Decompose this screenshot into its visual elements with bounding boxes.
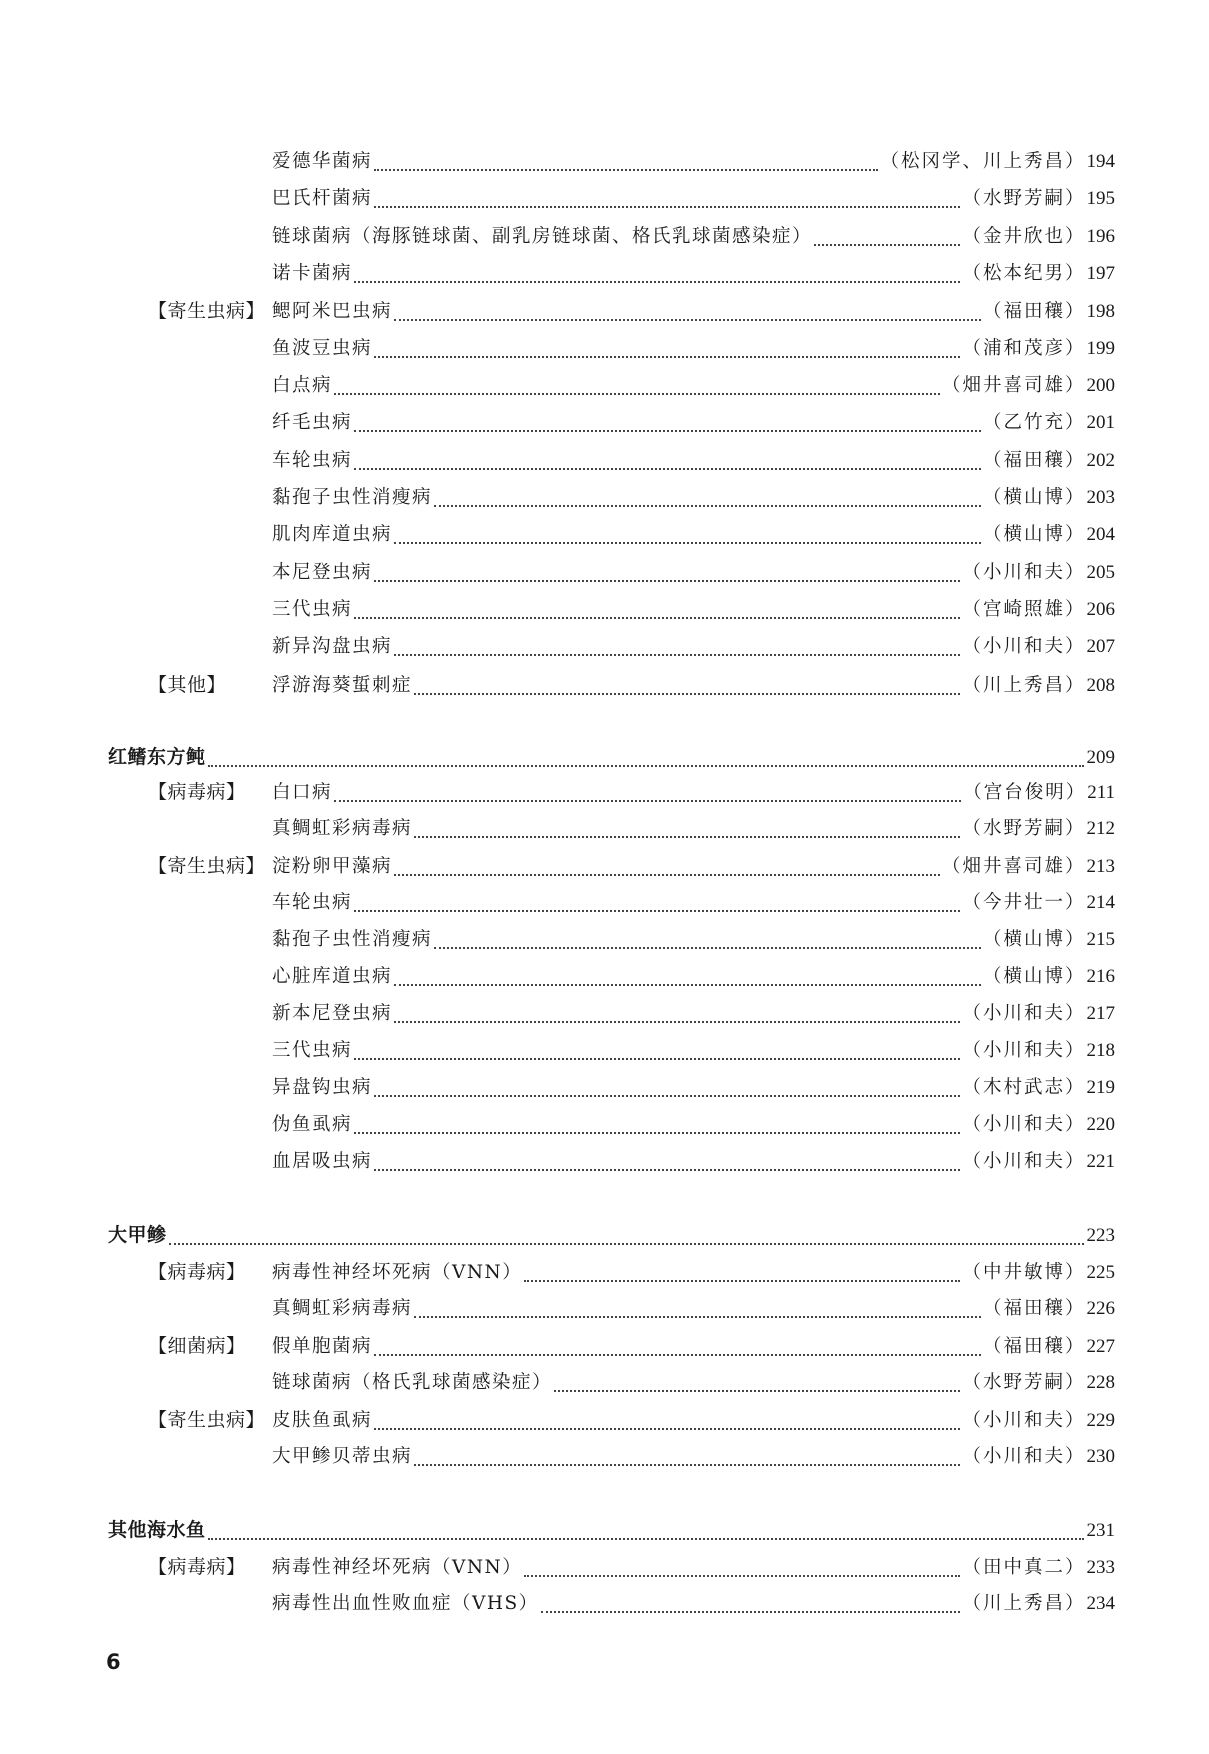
toc-entry-title: 纤毛虫病 [272, 412, 353, 433]
toc-category: 【细菌病】 [148, 1335, 246, 1357]
toc-page-number: 194 [1086, 151, 1115, 172]
toc-entry[interactable] [148, 1370, 1115, 1396]
toc-entry-title: 本尼登虫病 [272, 562, 373, 583]
toc-section-heading[interactable] [108, 744, 1115, 771]
toc-entry-title: 爱德华菌病 [272, 151, 373, 172]
toc-entry-title: 肌肉库道虫病 [272, 524, 393, 545]
toc-category: 【寄生虫病】 [148, 300, 266, 322]
toc-entry[interactable] [148, 560, 1115, 586]
toc-entry[interactable] [148, 448, 1115, 474]
toc-section-title: 红鳍东方鲀 [108, 746, 206, 768]
toc-page-number: 223 [1086, 1225, 1115, 1246]
toc-entry[interactable] [148, 336, 1115, 362]
toc-page-number: 219 [1086, 1077, 1115, 1098]
toc-entry-title: 链球菌病（海豚链球菌、副乳房链球菌、格氏乳球菌感染症） [272, 226, 813, 247]
toc-entry-title: 白点病 [272, 375, 333, 396]
toc-page-number: 209 [1086, 747, 1115, 768]
dot-leader [814, 244, 960, 246]
toc-page-number: 217 [1086, 1003, 1115, 1024]
dot-leader [374, 1354, 981, 1356]
toc-entry-title: 三代虫病 [272, 1040, 353, 1061]
dot-leader [334, 800, 961, 802]
dot-leader [354, 430, 981, 432]
toc-author: （小川和夫） [962, 1151, 1086, 1172]
toc-author: （田中真二） [962, 1557, 1086, 1578]
toc-author: （小川和夫） [962, 562, 1086, 583]
dot-leader [354, 1058, 960, 1060]
dot-leader [374, 1095, 960, 1097]
toc-entry-title: 浮游海葵蜇刺症 [272, 675, 413, 696]
toc-author: （乙竹充） [982, 412, 1086, 433]
toc-entry-title: 血居吸虫病 [272, 1151, 373, 1172]
toc-entry[interactable] [148, 1554, 1115, 1581]
dot-leader [541, 1611, 961, 1613]
toc-category: 【病毒病】 [148, 1556, 246, 1578]
toc-section-title: 大甲鲹 [108, 1224, 167, 1246]
toc-entry-title: 大甲鲹贝蒂虫病 [272, 1446, 413, 1467]
toc-category: 【寄生虫病】 [148, 855, 266, 877]
footer-page-number: 6 [106, 1650, 121, 1674]
toc-entry[interactable] [148, 816, 1115, 842]
toc-page-number: 201 [1086, 412, 1115, 433]
dot-leader [414, 693, 960, 695]
toc-section-title: 其他海水鱼 [108, 1519, 206, 1541]
toc-author: （横山博） [982, 966, 1086, 987]
toc-author: （金井欣也） [962, 226, 1086, 247]
dot-leader [169, 1243, 1084, 1245]
toc-page-number: 221 [1086, 1151, 1115, 1172]
toc-entry-title: 真鲷虹彩病毒病 [272, 1298, 413, 1319]
dot-leader [524, 1575, 960, 1577]
toc-entry-title: 伪鱼虱病 [272, 1114, 353, 1135]
dot-leader [354, 910, 960, 912]
dot-leader [524, 1280, 960, 1282]
dot-leader [374, 1428, 960, 1430]
toc-page-number: 207 [1086, 636, 1115, 657]
toc-entry-title: 黏孢子虫性消瘦病 [272, 929, 433, 950]
toc-entry-title: 心脏库道虫病 [272, 966, 393, 987]
toc-author: （水野芳嗣） [962, 818, 1086, 839]
toc-page-number: 212 [1086, 818, 1115, 839]
toc-author: （宫台俊明） [963, 782, 1087, 803]
toc-author: （畑井喜司雄） [941, 856, 1086, 877]
toc-entry-title: 皮肤鱼虱病 [272, 1410, 373, 1431]
toc-entry[interactable] [148, 964, 1115, 990]
toc-entry-title: 巴氏杆菌病 [272, 188, 373, 209]
toc-author: （川上秀昌） [962, 1593, 1086, 1614]
toc-category: 【寄生虫病】 [148, 1409, 266, 1431]
dot-leader [414, 1464, 960, 1466]
toc-page-number: 234 [1086, 1593, 1115, 1614]
toc-author: （横山博） [982, 929, 1086, 950]
toc-page-number: 196 [1086, 226, 1115, 247]
dot-leader [374, 1169, 960, 1171]
dot-leader [334, 393, 940, 395]
toc-entry[interactable] [148, 634, 1115, 660]
toc-entry[interactable] [148, 1591, 1115, 1617]
toc-entry-title: 黏孢子虫性消瘦病 [272, 487, 433, 508]
toc-page-number: 202 [1086, 450, 1115, 471]
toc-entry[interactable] [148, 779, 1115, 806]
toc-page-number: 229 [1086, 1410, 1115, 1431]
toc-author: （福田穰） [982, 1298, 1086, 1319]
toc-page-number: 226 [1086, 1298, 1115, 1319]
toc-entry-title: 病毒性神经坏死病（VNN） [272, 1262, 523, 1283]
toc-author: （木村武志） [962, 1077, 1086, 1098]
toc-entry-title: 真鲷虹彩病毒病 [272, 818, 413, 839]
toc-entry[interactable] [148, 597, 1115, 623]
dot-leader [354, 617, 960, 619]
toc-entry[interactable] [148, 261, 1115, 287]
toc-entry[interactable] [148, 1407, 1115, 1434]
toc-entry[interactable] [148, 1259, 1115, 1286]
dot-leader [394, 984, 981, 986]
dot-leader [374, 169, 878, 171]
toc-author: （小川和夫） [962, 636, 1086, 657]
toc-author: （小川和夫） [962, 1410, 1086, 1431]
toc-entry[interactable] [148, 485, 1115, 511]
toc-category: 【病毒病】 [148, 781, 246, 803]
dot-leader [354, 281, 960, 283]
dot-leader [374, 206, 960, 208]
toc-author: （水野芳嗣） [962, 1372, 1086, 1393]
toc-page-number: 208 [1086, 675, 1115, 696]
toc-author: （小川和夫） [962, 1003, 1086, 1024]
dot-leader [414, 836, 960, 838]
toc-page-number: 211 [1087, 782, 1115, 803]
toc-author: （福田穰） [982, 1336, 1086, 1357]
toc-entry-title: 白口病 [272, 782, 333, 803]
dot-leader [394, 542, 981, 544]
dot-leader [354, 1132, 960, 1134]
toc-entry[interactable] [148, 1296, 1115, 1322]
toc-page-number: 195 [1086, 188, 1115, 209]
dot-leader [374, 356, 960, 358]
dot-leader [394, 319, 981, 321]
dot-leader [208, 1538, 1084, 1540]
toc-entry-title: 异盘钩虫病 [272, 1077, 373, 1098]
toc-author: （中井敏博） [962, 1262, 1086, 1283]
toc-page-number: 228 [1086, 1372, 1115, 1393]
toc-author: （畑井喜司雄） [941, 375, 1086, 396]
toc-entry-title: 病毒性神经坏死病（VNN） [272, 1557, 523, 1578]
toc-author: （福田穰） [982, 301, 1086, 322]
toc-entry[interactable] [148, 149, 1115, 175]
toc-author: （福田穰） [982, 450, 1086, 471]
dot-leader [208, 765, 1084, 767]
toc-author: （小川和夫） [962, 1114, 1086, 1135]
toc-entry-title: 链球菌病（格氏乳球菌感染症） [272, 1372, 553, 1393]
toc-page-number: 206 [1086, 599, 1115, 620]
toc-page-number: 203 [1086, 487, 1115, 508]
toc-entry[interactable] [148, 224, 1115, 250]
toc-page-number: 214 [1086, 892, 1115, 913]
toc-category: 【其他】 [148, 674, 227, 696]
toc-page-number: 230 [1086, 1446, 1115, 1467]
dot-leader [434, 947, 981, 949]
dot-leader [554, 1390, 960, 1392]
toc-author: （今井壮一） [962, 892, 1086, 913]
toc-section-heading[interactable] [108, 1517, 1115, 1544]
toc-page-number: 200 [1086, 375, 1115, 396]
toc-entry[interactable] [148, 927, 1115, 953]
toc-entry[interactable] [148, 1038, 1115, 1064]
toc-author: （浦和茂彦） [962, 338, 1086, 359]
toc-page-number: 204 [1086, 524, 1115, 545]
toc-page-number: 213 [1086, 856, 1115, 877]
toc-page-number: 227 [1086, 1336, 1115, 1357]
toc-entry[interactable] [148, 522, 1115, 548]
toc-entry-title: 病毒性出血性败血症（VHS） [272, 1593, 539, 1614]
toc-page-number: 231 [1086, 1520, 1115, 1541]
toc-author: （宫崎照雄） [962, 599, 1086, 620]
dot-leader [394, 874, 940, 876]
toc-entry-title: 三代虫病 [272, 599, 353, 620]
toc-page-number: 199 [1086, 338, 1115, 359]
toc-author: （小川和夫） [962, 1446, 1086, 1467]
toc-entry[interactable] [148, 298, 1115, 325]
dot-leader [414, 1316, 981, 1318]
toc-page-number: 218 [1086, 1040, 1115, 1061]
toc-section-heading[interactable] [108, 1222, 1115, 1249]
toc-page-number: 225 [1086, 1262, 1115, 1283]
toc-entry[interactable] [148, 1112, 1115, 1138]
toc-entry[interactable] [148, 890, 1115, 916]
dot-leader [434, 505, 981, 507]
toc-author: （松冈学、川上秀昌） [880, 151, 1086, 172]
toc-author: （横山博） [982, 524, 1086, 545]
toc-entry[interactable] [148, 186, 1115, 212]
toc-entry[interactable] [148, 1075, 1115, 1101]
toc-entry[interactable] [148, 1333, 1115, 1360]
toc-page-number: 233 [1086, 1557, 1115, 1578]
toc-entry-title: 诺卡菌病 [272, 263, 353, 284]
toc-entry[interactable] [148, 853, 1115, 880]
toc-entry-title: 新本尼登虫病 [272, 1003, 393, 1024]
toc-page-number: 197 [1086, 263, 1115, 284]
toc-entry-title: 假单胞菌病 [272, 1336, 373, 1357]
dot-leader [394, 654, 960, 656]
toc-page-number: 198 [1086, 301, 1115, 322]
toc-entry-title: 淀粉卵甲藻病 [272, 856, 393, 877]
toc-page-number: 205 [1086, 562, 1115, 583]
toc-author: （横山博） [982, 487, 1086, 508]
toc-entry[interactable] [148, 373, 1115, 399]
toc-author: （水野芳嗣） [962, 188, 1086, 209]
toc-entry[interactable] [148, 672, 1115, 699]
toc-author: （小川和夫） [962, 1040, 1086, 1061]
toc-entry-title: 车轮虫病 [272, 450, 353, 471]
toc-author: （松本纪男） [962, 263, 1086, 284]
dot-leader [394, 1021, 960, 1023]
toc-entry-title: 车轮虫病 [272, 892, 353, 913]
dot-leader [354, 468, 981, 470]
dot-leader [374, 580, 960, 582]
toc-category: 【病毒病】 [148, 1261, 246, 1283]
toc-entry-title: 鳃阿米巴虫病 [272, 301, 393, 322]
toc-page-number: 215 [1086, 929, 1115, 950]
toc-page-number: 216 [1086, 966, 1115, 987]
toc-entry[interactable] [148, 410, 1115, 436]
toc-author: （川上秀昌） [962, 675, 1086, 696]
toc-entry[interactable] [148, 1001, 1115, 1027]
toc-entry-title: 新异沟盘虫病 [272, 636, 393, 657]
toc-page-number: 220 [1086, 1114, 1115, 1135]
toc-entry-title: 鱼波豆虫病 [272, 338, 373, 359]
toc-entry[interactable] [148, 1444, 1115, 1470]
toc-entry[interactable] [148, 1149, 1115, 1175]
